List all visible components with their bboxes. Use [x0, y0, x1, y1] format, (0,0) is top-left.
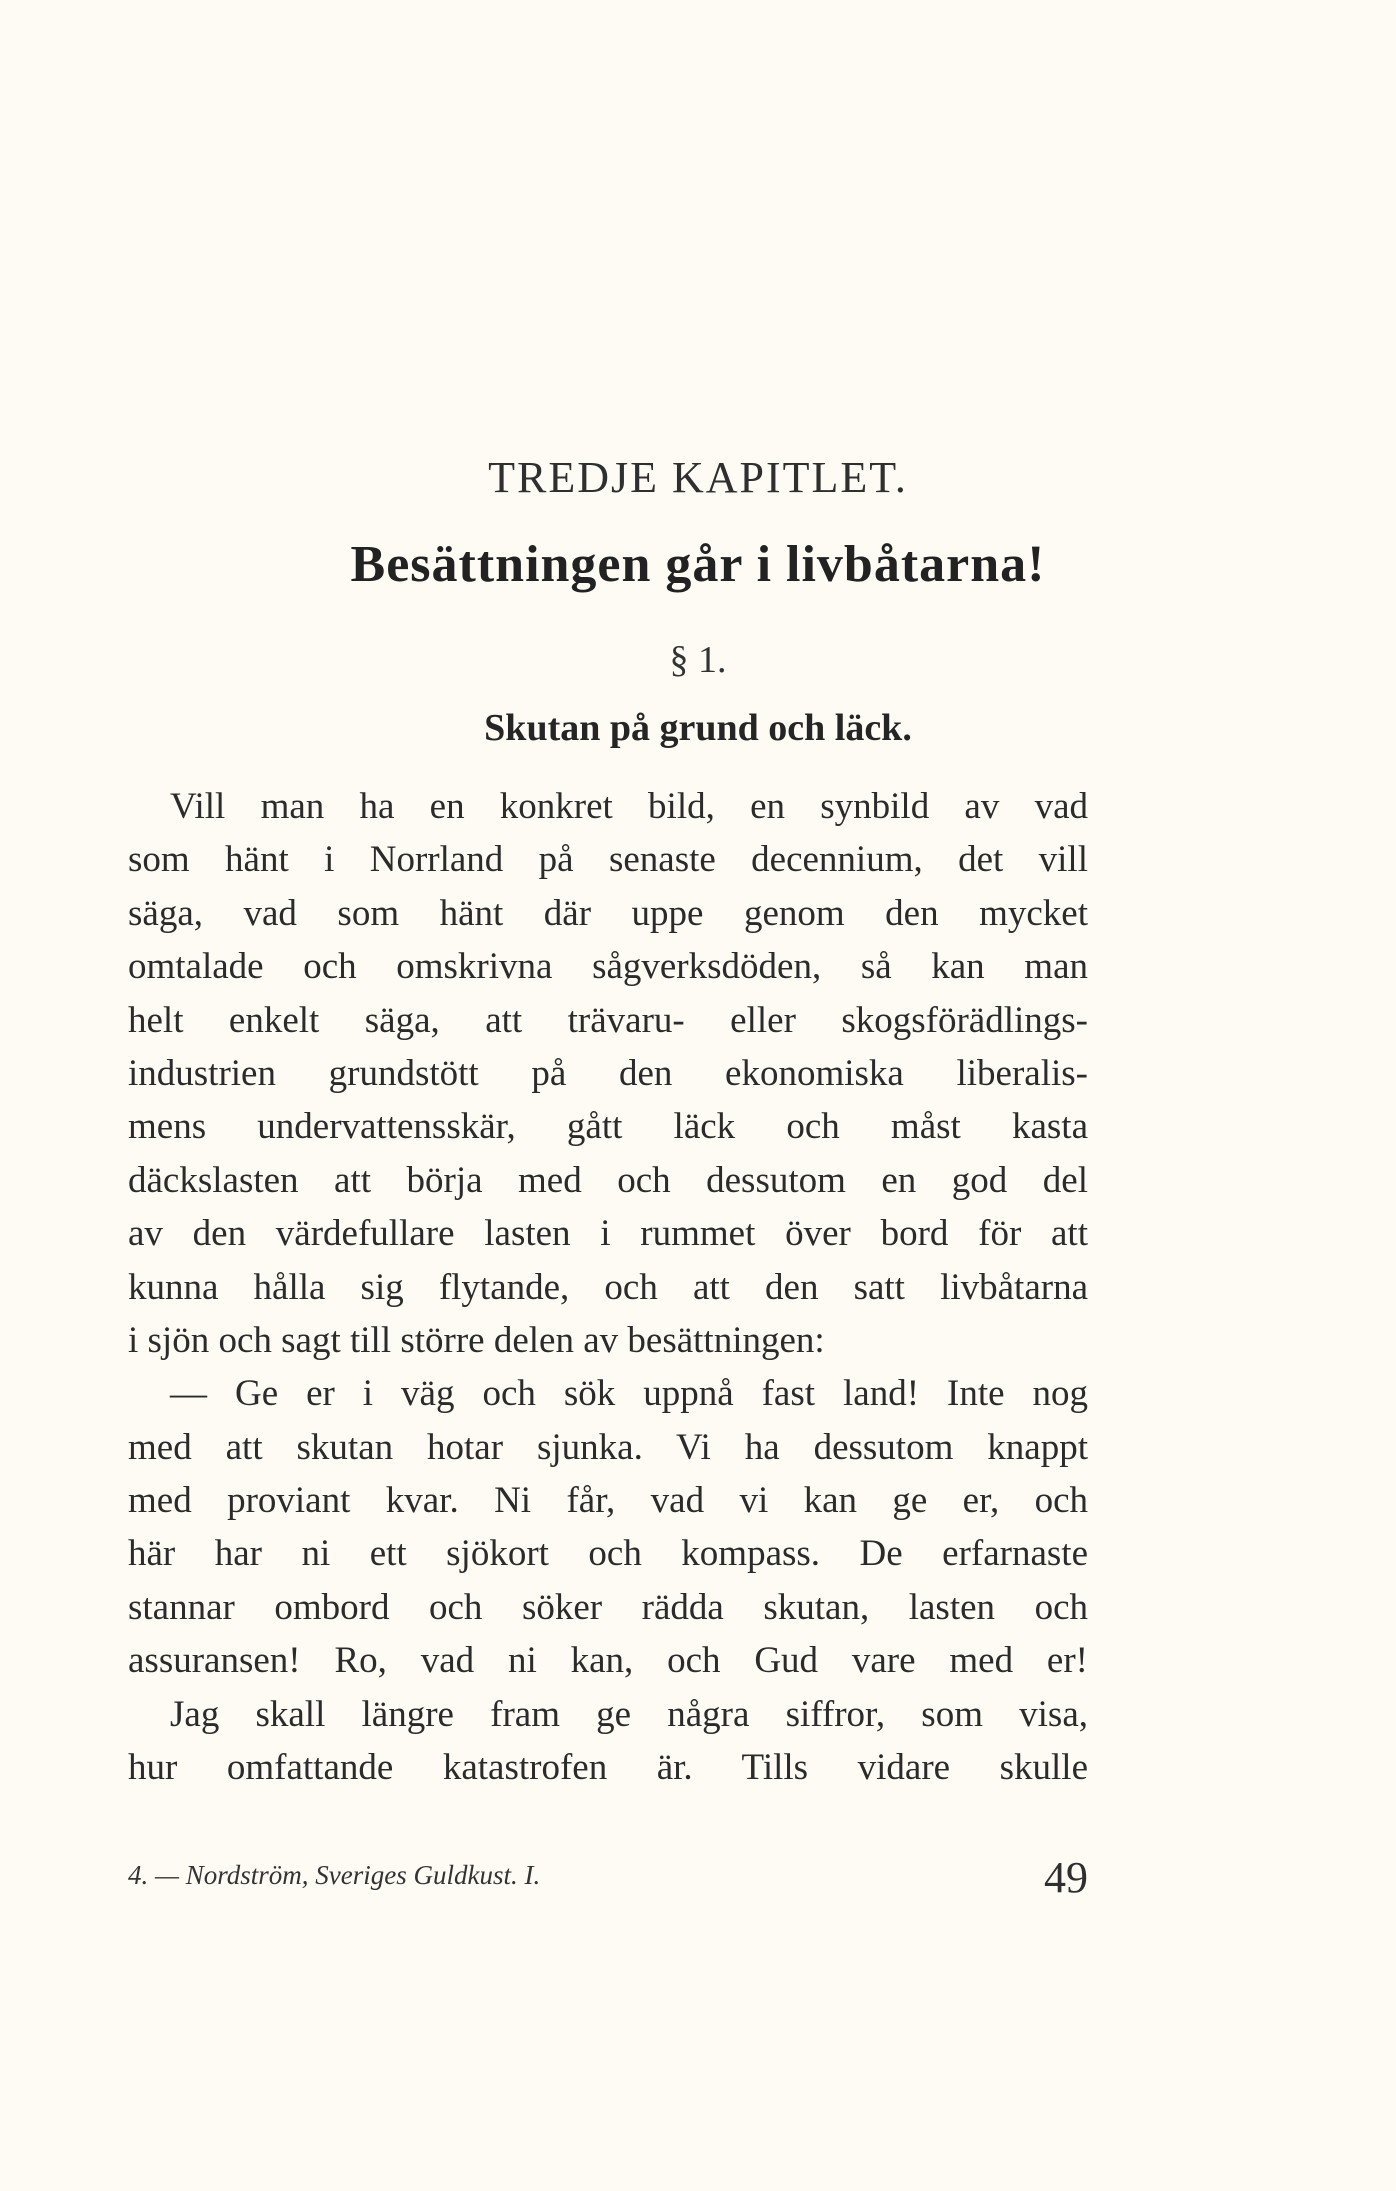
body-text	[128, 780, 1088, 1794]
page-number: 49	[1044, 1853, 1088, 1902]
signature-mark: 4. — Nordström, Sveriges Guldkust. I.	[128, 1860, 541, 1890]
text-line: däckslasten att börja med och dessutom en god del	[128, 1159, 1088, 1201]
text-line: hur omfattande katastrofen är. Tills vidare skulle	[128, 1747, 1088, 1789]
text-line: mens undervattensskär, gått läck och måst kasta	[128, 1106, 1088, 1148]
text-line: med proviant kvar. Ni får, vad vi kan ge er, och	[128, 1480, 1088, 1522]
text-line: i sjön och sagt till större delen av besättningen:	[128, 1319, 825, 1361]
text-line: med att skutan hotar sjunka. Vi ha dessutom knappt	[128, 1426, 1088, 1468]
text-line: kunna hålla sig flytande, och att den satt livbåtarna	[128, 1266, 1088, 1308]
text-line: säga, vad som hänt där uppe genom den mycket	[128, 892, 1088, 934]
text-line: av den värdefullare lasten i rummet över bord för att	[128, 1213, 1088, 1255]
text-line: Jag skall längre fram ge några siffror, som visa,	[170, 1693, 1088, 1735]
section-mark: § 1.	[669, 639, 727, 681]
text-line: assuransen! Ro, vad ni kan, och Gud vare med er!	[128, 1640, 1088, 1682]
text-line: — Ge er i väg och sök uppnå fast land! Inte nog	[170, 1373, 1088, 1415]
text-line: omtalade och omskrivna sågverksdöden, så kan man	[128, 946, 1088, 988]
page-footer	[128, 1852, 1088, 1922]
chapter-heading: TREDJE KAPITLET.	[488, 453, 908, 502]
text-line: stannar ombord och söker rädda skutan, lasten och	[128, 1586, 1088, 1628]
text-line: helt enkelt säga, att trävaru- eller skogsförädlings-	[128, 999, 1088, 1041]
text-line: här har ni ett sjökort och kompass. De erfarnaste	[128, 1533, 1088, 1575]
text-line: som hänt i Norrland på senaste decennium, det vill	[128, 839, 1088, 881]
text-line: industrien grundstött på den ekonomiska liberalis-	[128, 1052, 1088, 1094]
section-title: Skutan på grund och läck.	[484, 707, 912, 749]
text-line: Vill man ha en konkret bild, en synbild av vad	[170, 786, 1088, 827]
chapter-title: Besättningen går i livbåtarna!	[350, 536, 1046, 593]
